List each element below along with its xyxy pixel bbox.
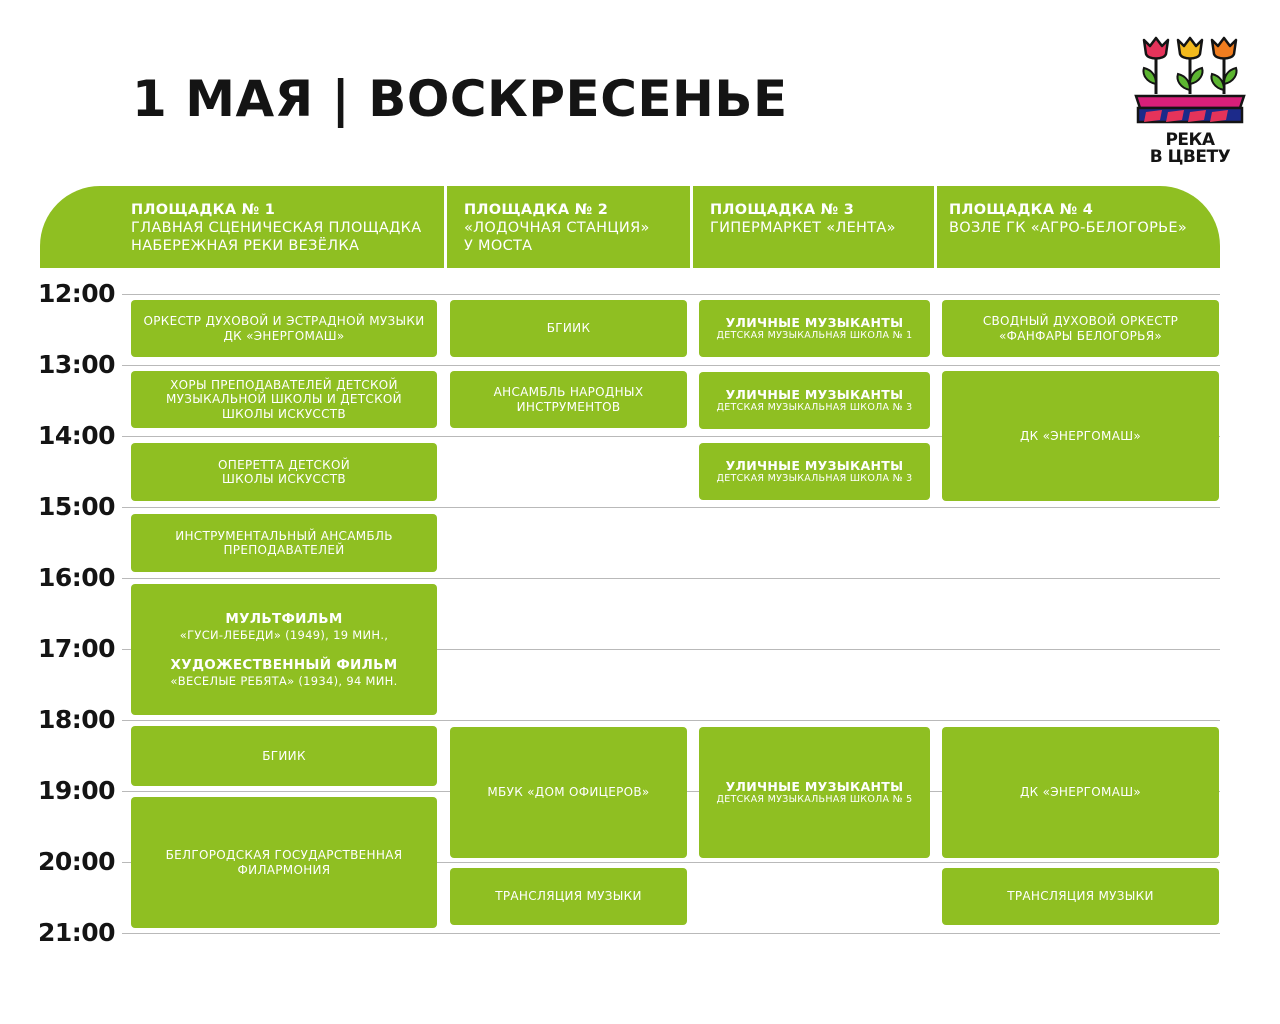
- event-title: ХОРЫ ПРЕПОДАВАТЕЛЕЙ ДЕТСКОЙ МУЗЫКАЛЬНОЙ ШКОЛЫ И ДЕТСКОЙ ШКОЛЫ ИСКУССТВ: [166, 377, 402, 421]
- event-title: ТРАНСЛЯЦИЯ МУЗЫКИ: [1007, 889, 1154, 904]
- event-title: АНСАМБЛЬ НАРОДНЫХ ИНСТРУМЕНТОВ: [493, 385, 644, 414]
- event-note: «ВЕСЕЛЫЕ РЕБЯТА» (1934), 94 МИН.: [170, 673, 398, 688]
- time-label: 14:00: [38, 421, 116, 450]
- event-title: ДК «ЭНЕРГОМАШ»: [1020, 785, 1141, 800]
- event-title: БЕЛГОРОДСКАЯ ГОСУДАРСТВЕННАЯ ФИЛАРМОНИЯ: [165, 848, 403, 877]
- event-note: «ГУСИ-ЛЕБЕДИ» (1949), 19 МИН.,: [179, 627, 389, 642]
- event-block[interactable]: [131, 514, 437, 572]
- tulip-logo-icon: [1132, 36, 1248, 132]
- venue-location: ГИПЕРМАРКЕТ «ЛЕНТА»: [710, 220, 896, 236]
- hour-line: [122, 365, 1220, 366]
- time-label: 15:00: [38, 492, 116, 521]
- venue-3: [710, 186, 940, 268]
- event-title: МБУК «ДОМ ОФИЦЕРОВ»: [487, 785, 650, 800]
- event-title: ОРКЕСТР ДУХОВОЙ И ЭСТРАДНОЙ МУЗЫКИ ДК «ЭНЕРГОМАШ»: [143, 314, 425, 343]
- event-block[interactable]: [699, 727, 930, 858]
- event-block[interactable]: [699, 300, 930, 357]
- event-block[interactable]: [450, 727, 687, 858]
- venue-2: [464, 186, 694, 268]
- event-title: БГИИК: [262, 748, 306, 763]
- event-title: УЛИЧНЫЕ МУЗЫКАНТЫ: [725, 387, 904, 402]
- venue-separator: [934, 186, 937, 268]
- venue-1: [131, 186, 441, 268]
- event-block[interactable]: [131, 300, 437, 357]
- event-block[interactable]: [450, 371, 687, 428]
- event-title: ХУДОЖЕСТВЕННЫЙ ФИЛЬМ: [170, 656, 398, 673]
- venue-location: ВОЗЛЕ ГК «АГРО-БЕЛОГОРЬЕ»: [949, 220, 1188, 236]
- venue-title: ПЛОЩАДКА № 2: [464, 202, 609, 218]
- hour-line: [122, 933, 1220, 934]
- logo-line-2: В ЦВЕТУ: [1149, 147, 1231, 167]
- event-block[interactable]: [699, 372, 930, 429]
- event-block[interactable]: [942, 300, 1219, 357]
- logo-line-1: РЕКА: [1165, 130, 1215, 150]
- event-title: МУЛЬТФИЛЬМ: [225, 610, 343, 627]
- time-label: 19:00: [38, 776, 116, 805]
- event-block[interactable]: [942, 371, 1219, 501]
- event-title: ДК «ЭНЕРГОМАШ»: [1020, 428, 1141, 443]
- event-block[interactable]: [131, 371, 437, 428]
- time-label: 16:00: [38, 563, 116, 592]
- event-block[interactable]: [131, 726, 437, 786]
- event-block[interactable]: [131, 443, 437, 501]
- event-subtitle: ДЕТСКАЯ МУЗЫКАЛЬНАЯ ШКОЛА № 5: [716, 794, 913, 805]
- event-title: ИНСТРУМЕНТАЛЬНЫЙ АНСАМБЛЬ ПРЕПОДАВАТЕЛЕЙ: [175, 528, 393, 557]
- event-block[interactable]: [450, 868, 687, 925]
- time-label: 20:00: [38, 847, 116, 876]
- event-block[interactable]: [942, 727, 1219, 858]
- event-title: СВОДНЫЙ ДУХОВОЙ ОРКЕСТР «ФАНФАРЫ БЕЛОГОРЬЯ»: [982, 314, 1179, 343]
- time-label: 21:00: [38, 918, 116, 947]
- hour-line: [122, 578, 1220, 579]
- venue-title: ПЛОЩАДКА № 3: [710, 202, 855, 218]
- venue-title: ПЛОЩАДКА № 4: [949, 202, 1094, 218]
- venue-location: ГЛАВНАЯ СЦЕНИЧЕСКАЯ ПЛОЩАДКА НАБЕРЕЖНАЯ РЕКИ ВЕЗЁЛКА: [131, 220, 422, 254]
- venue-4: [949, 186, 1219, 268]
- logo: [1132, 36, 1248, 168]
- event-block-films[interactable]: [131, 584, 437, 715]
- event-block[interactable]: [131, 797, 437, 928]
- time-label: 12:00: [38, 279, 116, 308]
- event-block[interactable]: [699, 443, 930, 500]
- event-subtitle: ДЕТСКАЯ МУЗЫКАЛЬНАЯ ШКОЛА № 1: [716, 330, 913, 341]
- event-subtitle: ДЕТСКАЯ МУЗЫКАЛЬНАЯ ШКОЛА № 3: [716, 402, 913, 413]
- page-title: 1 МАЯ | ВОСКРЕСЕНЬЕ: [132, 70, 788, 128]
- time-label: 13:00: [38, 350, 116, 379]
- event-title: УЛИЧНЫЕ МУЗЫКАНТЫ: [725, 779, 904, 794]
- venue-title: ПЛОЩАДКА № 1: [131, 202, 276, 218]
- event-title: УЛИЧНЫЕ МУЗЫКАНТЫ: [725, 315, 904, 330]
- hour-line: [122, 294, 1220, 295]
- time-label: 17:00: [38, 634, 116, 663]
- event-block[interactable]: [450, 300, 687, 357]
- event-title: ТРАНСЛЯЦИЯ МУЗЫКИ: [495, 889, 642, 904]
- hour-line: [122, 720, 1220, 721]
- event-subtitle: ДЕТСКАЯ МУЗЫКАЛЬНАЯ ШКОЛА № 3: [716, 473, 913, 484]
- event-title: БГИИК: [546, 321, 591, 336]
- event-block[interactable]: [942, 868, 1219, 925]
- time-label: 18:00: [38, 705, 116, 734]
- event-title: УЛИЧНЫЕ МУЗЫКАНТЫ: [725, 458, 904, 473]
- venue-separator: [690, 186, 693, 268]
- venue-header: [40, 186, 1220, 268]
- venue-separator: [444, 186, 447, 268]
- hour-line: [122, 507, 1220, 508]
- venue-location: «ЛОДОЧНАЯ СТАНЦИЯ» У МОСТА: [464, 220, 650, 254]
- event-title: ОПЕРЕТТА ДЕТСКОЙ ШКОЛЫ ИСКУССТВ: [218, 457, 350, 486]
